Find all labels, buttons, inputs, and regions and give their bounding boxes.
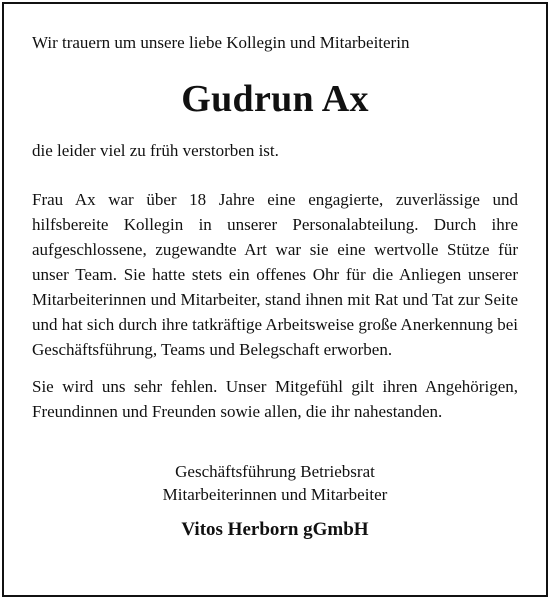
signature-line-staff: Mitarbeiterinnen und Mitarbeiter <box>162 485 388 504</box>
deceased-name: Gudrun Ax <box>181 78 369 120</box>
intro-line: Wir trauern um unsere liebe Kollegin und Mitarbeiterin <box>32 33 410 52</box>
condolence-paragraph: Sie wird uns sehr fehlen. Unser Mitgefühl gilt ihren Angehörigen, Freundinnen und Freunden sowie allen, die ihr nahestanden. <box>32 377 518 421</box>
subline: die leider viel zu früh verstorben ist. <box>32 141 279 160</box>
signature-block <box>32 460 518 506</box>
obituary-notice <box>32 32 518 542</box>
signature-line-management: Geschäftsführung Betriebsrat <box>175 462 375 481</box>
organization-name: Vitos Herborn gGmbH <box>181 519 369 540</box>
tribute-paragraph: Frau Ax war über 18 Jahre eine engagierte, zuverlässige und hilfsbereite Kollegin in unserer Personalabteilung. Durch ihre aufgeschlossene, zugewandte Art war sie eine wertvolle Stütze für unser Team. Sie hatte stets ein offenes Ohr für die Anliegen unserer Mitarbeiterinnen und Mitarbeiter, stand ihnen mit Rat und Tat zur Seite und hat sich durch ihre tatkräftige Arbeitsweise große Anerkennung bei Geschäftsführung, Teams und Belegschaft erworben. <box>32 190 518 359</box>
